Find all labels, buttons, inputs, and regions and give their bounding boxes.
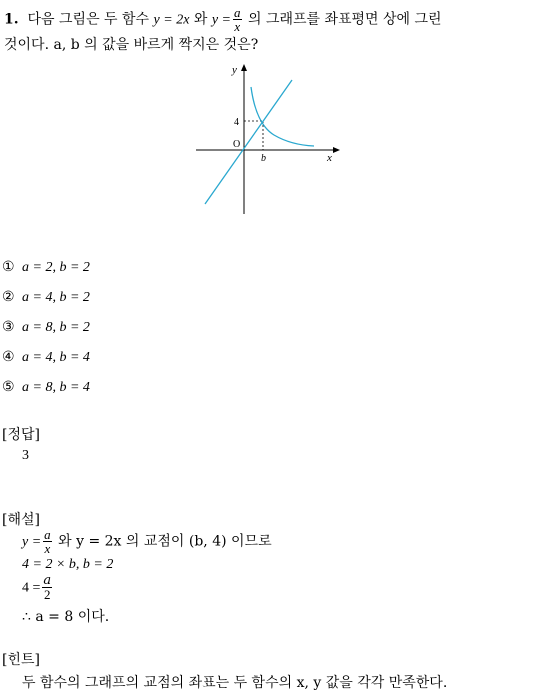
choice-text: a = 4, b = 2 xyxy=(22,290,90,305)
x-axis-arrow xyxy=(333,147,340,153)
fraction-numerator: a xyxy=(44,527,51,542)
choice-4[interactable] xyxy=(2,349,90,366)
choice-2[interactable] xyxy=(2,289,90,306)
function-inverse-fraction xyxy=(233,6,242,33)
explanation-line-3-lhs: 4 = xyxy=(22,580,41,596)
explanation-title: [해설] xyxy=(2,512,40,528)
choice-mark: ⑤ xyxy=(2,379,15,395)
choice-5[interactable] xyxy=(2,379,90,396)
explanation-line-3 xyxy=(22,574,54,601)
question-line-2: 것이다. a, b 의 값을 바르게 짝지은 것은? xyxy=(4,37,259,53)
tick-label-y: 4 xyxy=(234,117,239,128)
function-graph xyxy=(190,58,350,220)
function-linear: y = 2x xyxy=(153,12,190,28)
explanation-line-1-rest: 와 y = 2x 의 교점이 (b, 4) 이므로 xyxy=(58,533,272,550)
fraction-denominator: 2 xyxy=(44,587,51,602)
explanation-lhs: y = xyxy=(22,534,42,550)
choice-text: a = 8, b = 2 xyxy=(22,320,90,335)
choice-1[interactable] xyxy=(2,259,90,276)
fraction-denominator: x xyxy=(234,19,241,34)
question-text-a: 다음 그림은 두 함수 xyxy=(27,11,150,28)
answer-title: [정답] xyxy=(2,427,40,443)
tick-label-x: b xyxy=(261,153,266,164)
hint-text: 두 함수의 그래프의 교점의 좌표는 두 함수의 x, y 값을 각각 만족한다. xyxy=(22,675,448,691)
fraction-denominator: x xyxy=(44,541,51,556)
explanation-line-3-fraction xyxy=(42,574,52,601)
choice-text: a = 2, b = 2 xyxy=(22,260,90,275)
explanation-line-4: ∴ a = 8 이다. xyxy=(22,609,110,625)
question-line-1 xyxy=(4,6,442,33)
y-axis-arrow xyxy=(241,64,247,71)
choice-text: a = 8, b = 4 xyxy=(22,380,90,395)
curve-y-a-over-x xyxy=(251,87,314,146)
choice-text: a = 4, b = 4 xyxy=(22,350,90,365)
choice-mark: ③ xyxy=(2,319,15,335)
y-axis-label: y xyxy=(232,64,237,76)
fraction-numerator: a xyxy=(234,5,241,20)
fraction-numerator: a xyxy=(43,573,52,588)
choice-mark: ② xyxy=(2,289,15,305)
function-inverse-lhs: y = xyxy=(211,12,232,28)
choice-mark: ④ xyxy=(2,349,15,365)
question-number: 1. xyxy=(4,11,19,28)
question-conj: 와 xyxy=(193,11,208,28)
explanation-fraction xyxy=(43,528,52,555)
x-axis-label: x xyxy=(327,152,332,164)
hint-title: [힌트] xyxy=(2,652,40,668)
answer-value: 3 xyxy=(22,448,29,463)
explanation-line-1 xyxy=(22,528,272,555)
line-y-2x xyxy=(205,80,292,204)
choice-mark: ① xyxy=(2,259,15,275)
origin-label: O xyxy=(233,139,241,150)
choice-3[interactable] xyxy=(2,319,90,336)
explanation-line-2: 4 = 2 × b, b = 2 xyxy=(22,557,114,572)
question-text-b: 의 그래프를 좌표평면 상에 그린 xyxy=(247,11,442,28)
